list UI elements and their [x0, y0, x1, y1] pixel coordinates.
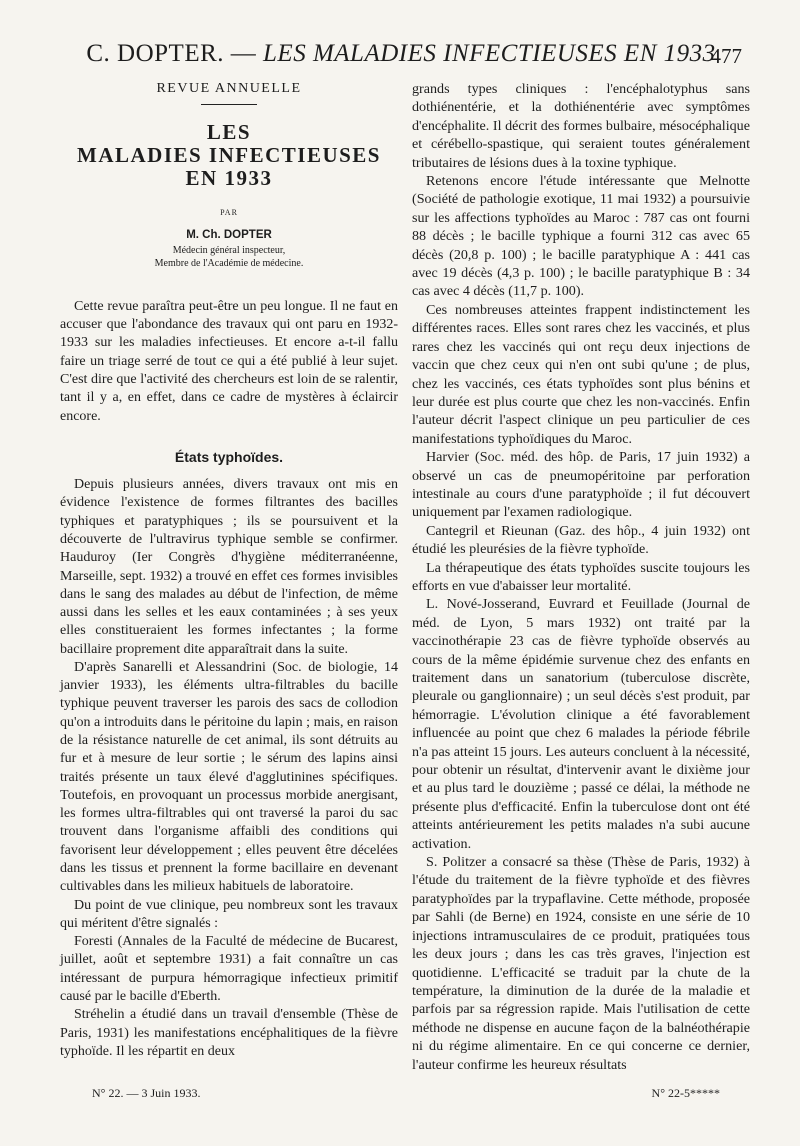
running-head — [60, 40, 742, 74]
body-paragraph: Depuis plusieurs années, divers travaux ont mis en évidence l'existence de formes filtrantes des bacilles typhiques et paratyphiques ; ils se poursuivent et la découverte de l'ultravirus typhique semble se confirmer. Hauduroy (Ier Congrès d'hygiène méditerranéenne, Marseille, sept. 1932) a trouvé en effet ces formes invisibles dans le sang des malades au début de l'infection, de même aussi dans les selles et les eaux contaminées ; à ses yeux elles constitueraient les formes infectantes ; la forme bacillaire proprement dite apparaîtrait dans la suite. — [60, 477, 398, 657]
running-head-dash: — — [230, 40, 257, 67]
par-label: PAR — [220, 208, 238, 218]
body-paragraph: L. Nové-Josserand, Euvrard et Feuillade (Journal de méd. de Lyon, 5 mars 1932) ont traité par la vaccinothérapie 23 cas de fièvre typhoïde observés au cours de la même épidémie survenue chez des enfants en traitement dans un sanatorium (tuberculose discrète, pleurale ou ganglionnaire) ; un seul décès s'est produit, par hémorragie. L'évolution clinique a été favorablement influencée au point que chez 6 malades la période fébrile n'a pas atteint 15 jours. Les auteurs concluent à la nécessité, pour obtenir un résultat, d'intervenir avant le dixième jour et au plus tard le douzième ; passé ce délai, la méthode ne présente plus d'efficacité. Enfin la tuberculose dont ont été atteints antérieurement les petits malades n'a subi aucune activation. — [412, 596, 750, 852]
author-affiliation-1: Médecin général inspecteur, — [172, 244, 286, 256]
section-title: États typhoïdes. — [174, 448, 284, 465]
issue-footer: N° 22. — 3 Juin 1933. — [92, 1086, 201, 1100]
article-title-line-3: EN 1933 — [185, 166, 273, 191]
article-title-line-2: MALADIES INFECTIEUSES — [77, 143, 381, 168]
body-paragraph: grands types cliniques : l'encéphalotyphus sans dothiénentérie, et la dothiénentérie avec symptômes d'encéphalite. Il décrit des formes bulbaire, mésocéphalique et cérébello-spastique, qui seraient toutes généralement tributaires de lésions dues à la toxine typhique. — [412, 81, 750, 171]
author-affiliation-2: Membre de l'Académie de médecine. — [154, 257, 304, 269]
rubric: REVUE ANNUELLE — [156, 81, 302, 96]
article-author: M. Ch. DOPTER — [186, 228, 272, 241]
left-column — [60, 80, 398, 1061]
signature-footer: N° 22-5***** — [651, 1086, 720, 1100]
body-paragraph: Harvier (Soc. méd. des hôp. de Paris, 17 juin 1932) a observé un cas de pneumopéritoine par perforation intestinale au cours d'une paratyphoïde ; il fut découvert uniquement par l'examen radiologique. — [412, 449, 750, 521]
body-paragraph: Foresti (Annales de la Faculté de médecine de Bucarest, juillet, août et septembre 1931) a fait connaître un cas intéressant de purpura hémorragique infectieux primitif causé par le bacille d'Eberth. — [60, 934, 398, 1004]
page-number: 477 — [710, 44, 742, 68]
intro-paragraph: Cette revue paraîtra peut-être un peu longue. Il ne faut en accuser que l'abondance des travaux qui ont paru en 1932-1933 sur les maladies infectieuses. Et encore a-t-il fallu faire un triage serré de tout ce qui a été publié à leur sujet. C'est dire que l'activité des chercheurs est loin de se ralentir, tant il y a, en effet, dans ce cadre de mystères à éclaircir encore. — [60, 298, 398, 424]
body-paragraph: Cantegril et Rieunan (Gaz. des hôp., 4 juin 1932) ont étudié les pleurésies de la fièvre typhoïde. — [412, 522, 750, 558]
body-paragraph: Stréhelin a étudié dans un travail d'ensemble (Thèse de Paris, 1931) les manifestations encéphalitiques de la fièvre typhoïde. Il les répartit en deux — [60, 1007, 398, 1059]
title-rule — [201, 104, 257, 105]
body-paragraph: Ces nombreuses atteintes frappent indistinctement les différentes races. Elles sont rares chez les vaccinés, et plus rares chez les vaccinés qui ont reçu deux injections de vaccin que chez ceux qui n'en ont subi qu'une ; de plus, chez les vaccinés, ces états typhoïdes sont plus bénins et leur durée est plus courte que chez les non-vaccinés. Enfin l'auteur décrit l'aspect clinique un peu particulier de ces manifestations typhoïdiques du Maroc. — [412, 301, 750, 447]
running-head-author: C. DOPTER. — [86, 40, 225, 67]
body-paragraph: La thérapeutique des états typhoïdes suscite toujours les efforts en vue d'abaisser leur mortalité. — [412, 559, 750, 594]
article-title-line-1: LES — [206, 120, 252, 145]
body-paragraph: S. Politzer a consacré sa thèse (Thèse de Paris, 1932) à l'étude du traitement de la fièvre typhoïde et des fièvres paratyphoïdes par la trypaflavine. Cette méthode, proposée par Sahli (de Berne) en 1924, consiste en une série de 10 injections intramusculaires de ce produit, pratiquées tous les deux jours ; dans les cas très graves, l'injection est quotidienne. L'efficacité se traduit par la chute de la température, la diminution de la durée de la maladie et parfois par sa régression rapide. Mais l'utilisation de cette méthode ne dispense en aucune façon de la balnéothérapie ni du régime alimentaire. En ce qui concerne ce dernier, l'auteur confirme les heureux résultats — [412, 854, 750, 1073]
body-paragraph: Retenons encore l'étude intéressante que Melnotte (Société de pathologie exotique, 11 mai 1932) a poursuivie sur les affections typhoïdes au Maroc : 787 cas ont fourni 88 décès ; le bacille typhique a fourni 312 cas avec 65 décès (20,8 p. 100) ; le bacille paratyphique A : 441 cas avec 19 décès (4,3 p. 100) ; le bacille paratyphique B : 34 cas avec 4 décès (11,7 p. 100). — [412, 173, 750, 300]
running-head-title: LES MALADIES INFECTIEUSES EN 1933 — [263, 40, 716, 67]
right-column — [412, 80, 750, 1074]
body-paragraph: Du point de vue clinique, peu nombreux sont les travaux qui méritent d'être signalés : — [60, 897, 398, 931]
body-paragraph: D'après Sanarelli et Alessandrini (Soc. de biologie, 14 janvier 1933), les éléments ultra-filtrables du bacille typhique peuvent traverser les parois des sacs de collodion qu'on a introduits dans le péritoine du lapin ; mais, en raison de la résistance naturelle de cet animal, ils sont détruits au fur et à mesure de leur sortie ; le sérum des lapins ainsi traités présente un taux élevé d'agglutinines spécifiques. Toutefois, en provoquant un processus morbide anergisant, les formes ultra-filtrables qui ont traversé la paroi du sac trouvent dans l'organisme affaibli des conditions qui favorisent leur développement ; elles peuvent être décelées dans les tissus et prennent la forme bacillaire en devenant cultivables dans les milieux habituels de laboratoire. — [60, 659, 398, 895]
